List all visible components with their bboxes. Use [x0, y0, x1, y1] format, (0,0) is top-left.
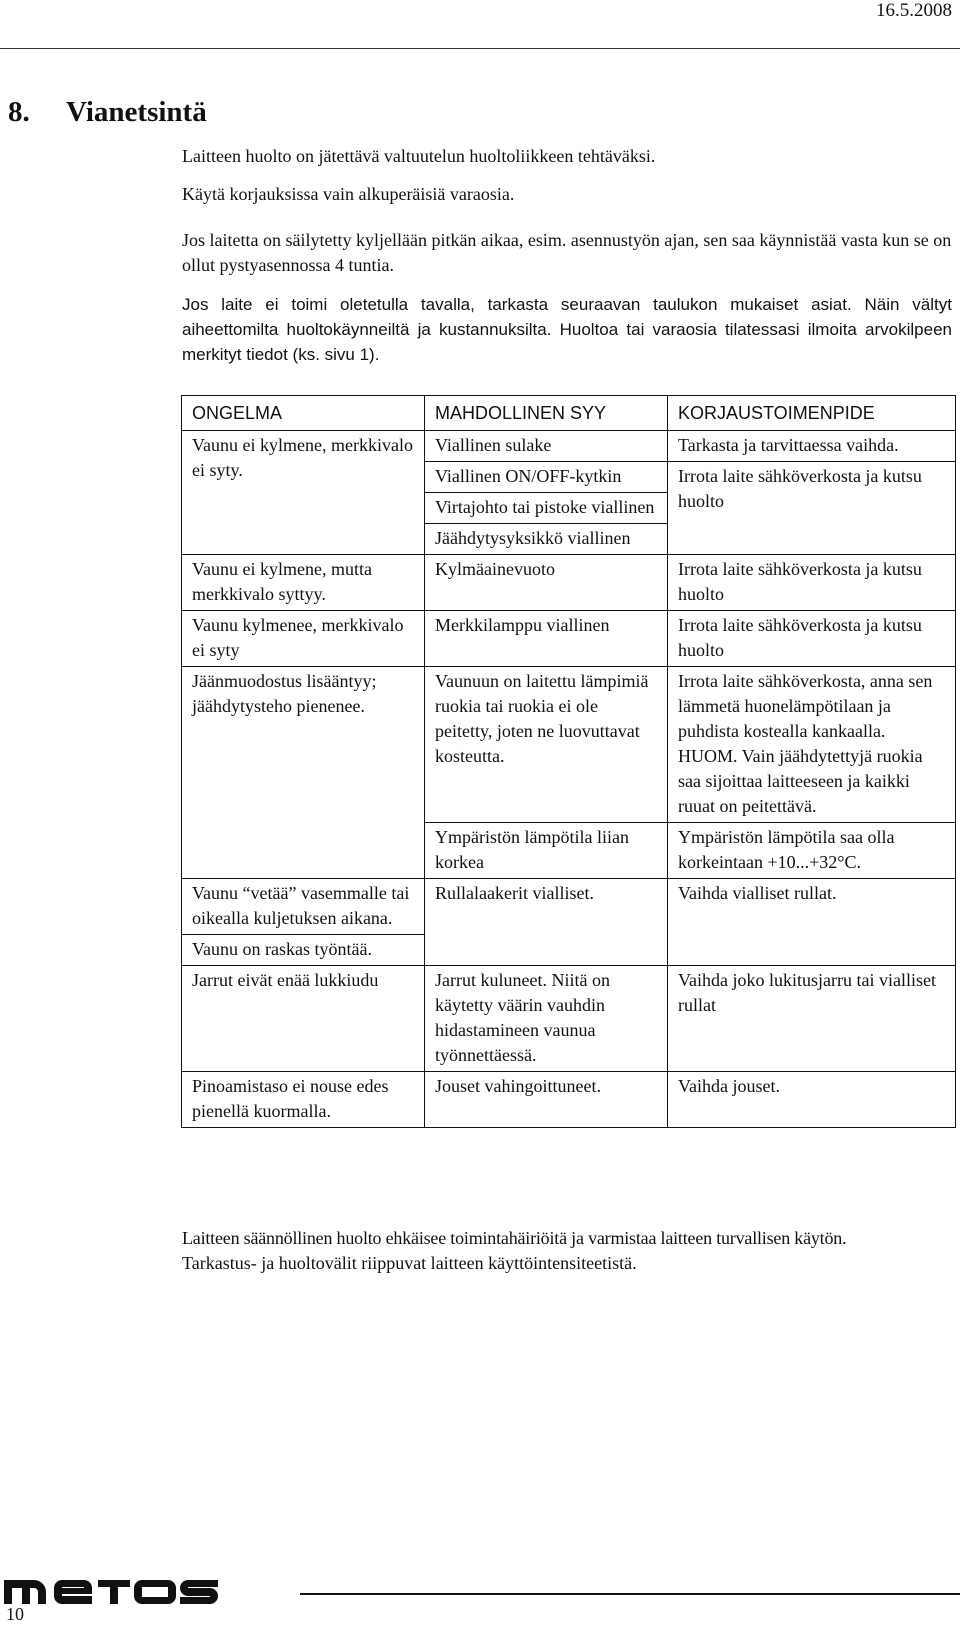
- problem-cell: Vaunu “vetää” vasemmalle tai oikealla kuljetuksen aikana.: [182, 879, 425, 935]
- column-header-problem: ONGELMA: [182, 396, 425, 431]
- problem-cell: Pinoamistaso ei nouse edes pienellä kuormalla.: [182, 1072, 425, 1128]
- problem-cell: Vaunu ei kylmene, merkkivalo ei syty.: [182, 431, 425, 555]
- table-header-row: [182, 396, 956, 431]
- header-rule: [0, 48, 960, 49]
- table-row: [182, 1072, 956, 1128]
- paragraph-storage: Jos laitetta on säilytetty kyljellään pitkän aikaa, esim. asennustyön ajan, sen saa käynnistää vasta kun se on ollut pystyasennossa 4 tuntia.: [182, 230, 952, 275]
- fix-cell: Vaihda vialliset rullat.: [668, 879, 956, 966]
- cause-cell: Viallinen sulake: [425, 431, 668, 462]
- metos-logo: [0, 1574, 220, 1608]
- problem-cell: Jäänmuodostus lisääntyy; jäähdytysteho pienenee.: [182, 667, 425, 879]
- troubleshooting-table: [181, 395, 956, 1128]
- cause-cell: Jouset vahingoittuneet.: [425, 1072, 668, 1128]
- cause-cell: Viallinen ON/OFF-kytkin: [425, 462, 668, 493]
- table-row: [182, 611, 956, 667]
- page-number: 10: [6, 1604, 24, 1624]
- cause-cell: Vaunuun on laitettu lämpimiä ruokia tai ruokia ei ole peitetty, joten ne luovuttavat kosteutta.: [425, 667, 668, 823]
- closing-paragraph-1: Laitteen säännöllinen huolto ehkäisee toimintahäiriöitä ja varmistaa laitteen turvallisen käytön.: [182, 1228, 847, 1248]
- paragraph-spare-parts: Käytä korjauksissa vain alkuperäisiä varaosia.: [182, 184, 515, 204]
- closing-paragraph-2: Tarkastus- ja huoltovälit riippuvat laitteen käyttöintensiteetistä.: [182, 1253, 637, 1273]
- cause-cell: Jäähdytysyksikkö viallinen: [425, 524, 668, 555]
- table-row: [182, 667, 956, 823]
- table-row: [182, 966, 956, 1072]
- fix-cell: Vaihda jouset.: [668, 1072, 956, 1128]
- paragraph-service: Laitteen huolto on jätettävä valtuutelun huoltoliikkeen tehtäväksi.: [182, 146, 656, 166]
- problem-cell: Vaunu on raskas työntää.: [182, 935, 425, 966]
- cause-cell: Kylmäainevuoto: [425, 555, 668, 611]
- problem-cell: Vaunu ei kylmene, mutta merkkivalo syttyy.: [182, 555, 425, 611]
- paragraph-troubleshoot-intro: Jos laite ei toimi oletetulla tavalla, tarkasta seuraavan taulukon mukaiset asiat. Näin vältyt aiheettomilta huoltokäynneiltä ja kustannuksilta. Huoltoa tai varaosia tilatessasi ilmoita arvokilpeen merkityt tiedot (ks. sivu 1).: [182, 295, 952, 364]
- document-date: 16.5.2008: [876, 0, 952, 21]
- problem-cell: Vaunu kylmenee, merkkivalo ei syty: [182, 611, 425, 667]
- fix-cell: Irrota laite sähköverkosta ja kutsu huolto: [668, 462, 956, 555]
- footer-rule: [300, 1593, 960, 1595]
- cause-cell: Rullalaakerit vialliset.: [425, 879, 668, 966]
- problem-cell: Jarrut eivät enää lukkiudu: [182, 966, 425, 1072]
- cause-cell: Virtajohto tai pistoke viallinen: [425, 493, 668, 524]
- column-header-fix: KORJAUSTOIMENPIDE: [668, 396, 956, 431]
- table-row: [182, 879, 956, 935]
- fix-cell: Irrota laite sähköverkosta, anna sen lämmetä huonelämpötilaan ja puhdista kostealla kankaalla. HUOM. Vain jäähdytettyjä ruokia saa sijoittaa laitteeseen ja kaikki ruuat on peitettävä.: [668, 667, 956, 823]
- cause-cell: Ympäristön lämpötila liian korkea: [425, 823, 668, 879]
- fix-cell: Irrota laite sähköverkosta ja kutsu huolto: [668, 611, 956, 667]
- fix-cell: Irrota laite sähköverkosta ja kutsu huolto: [668, 555, 956, 611]
- section-number: 8.: [8, 96, 30, 128]
- fix-cell: Ympäristön lämpötila saa olla korkeintaan +10...+32°C.: [668, 823, 956, 879]
- cause-cell: Jarrut kuluneet. Niitä on käytetty väärin vauhdin hidastamineen vaunua työnnettäessä.: [425, 966, 668, 1072]
- fix-cell: Tarkasta ja tarvittaessa vaihda.: [668, 431, 956, 462]
- table-row: [182, 555, 956, 611]
- table-row: [182, 431, 956, 462]
- section-title-text: Vianetsintä: [66, 96, 207, 128]
- fix-cell: Vaihda joko lukitusjarru tai vialliset rullat: [668, 966, 956, 1072]
- column-header-cause: MAHDOLLINEN SYY: [425, 396, 668, 431]
- section-title: [8, 96, 207, 129]
- cause-cell: Merkkilamppu viallinen: [425, 611, 668, 667]
